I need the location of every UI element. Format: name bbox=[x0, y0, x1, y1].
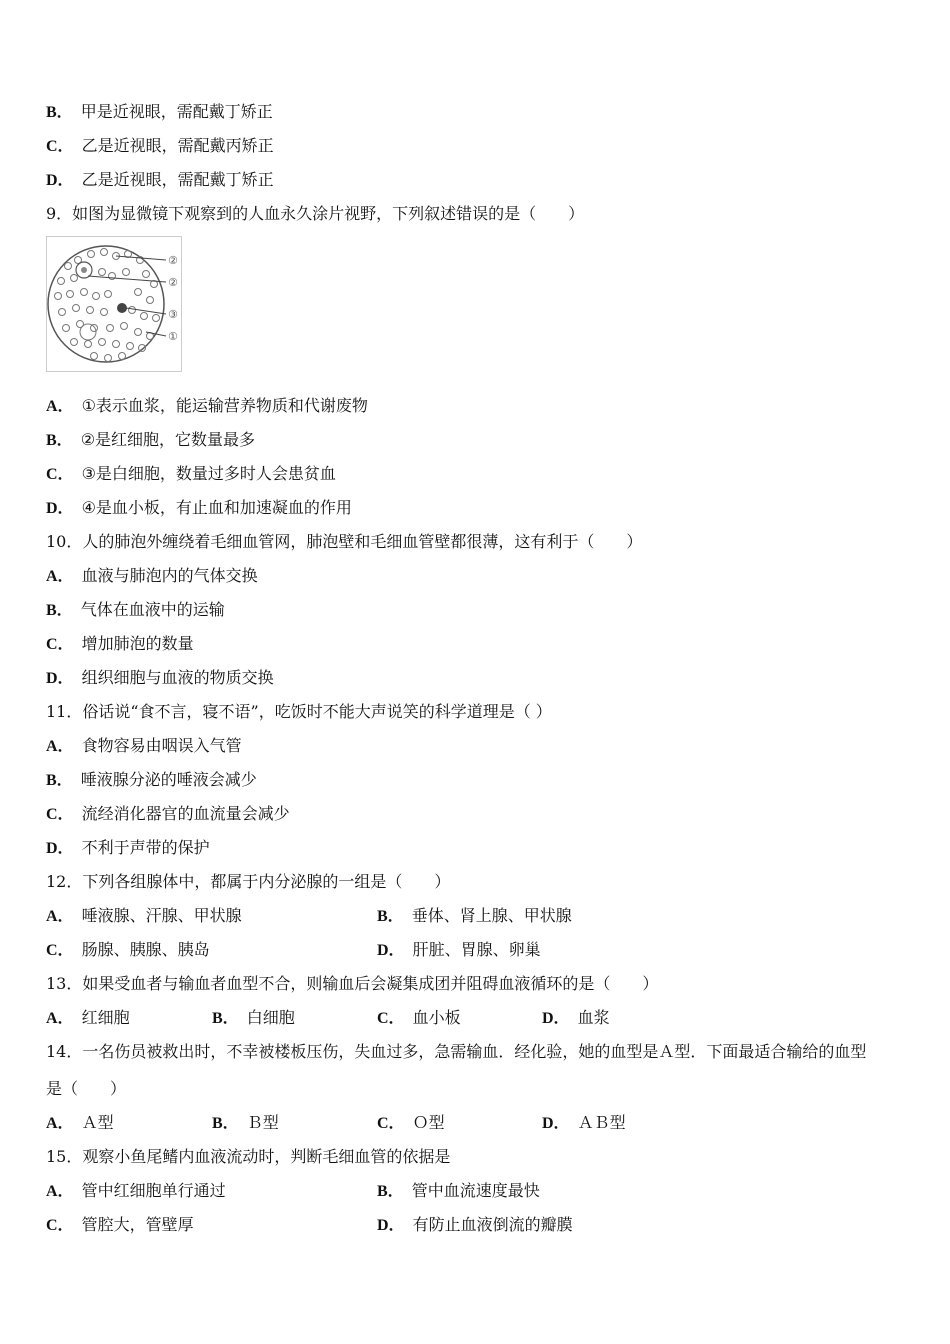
option-letter: D． bbox=[46, 500, 74, 517]
option-text: 血液与肺泡内的气体交换 bbox=[81, 566, 258, 585]
option-text: 垂体、肾上腺、甲状腺 bbox=[411, 906, 572, 925]
option-letter: B． bbox=[377, 1183, 404, 1200]
option-text: 唾液腺、汗腺、甲状腺 bbox=[81, 906, 242, 925]
q11-option-b bbox=[46, 770, 257, 791]
option-letter: C． bbox=[46, 806, 74, 823]
q12-stem: 12．下列各组腺体中，都属于内分泌腺的一组是（ ） bbox=[46, 872, 451, 891]
option-text: 有防止血液倒流的瓣膜 bbox=[412, 1215, 573, 1234]
option-text: 管中红细胞单行通过 bbox=[81, 1181, 226, 1200]
option-letter: D． bbox=[46, 840, 74, 857]
option-text: 甲是近视眼，需配戴丁矫正 bbox=[80, 102, 273, 121]
option-letter: A． bbox=[46, 1010, 74, 1027]
option-text: 乙是近视眼，需配戴丙矫正 bbox=[81, 136, 274, 155]
option-text: 白细胞 bbox=[246, 1008, 295, 1027]
option-letter: B． bbox=[377, 908, 404, 925]
option-letter: B． bbox=[46, 602, 73, 619]
option-letter: A． bbox=[46, 398, 74, 415]
q15-option-c bbox=[46, 1215, 194, 1236]
option-text: 血小板 bbox=[412, 1008, 461, 1027]
q13-option-a bbox=[46, 1008, 130, 1029]
option-letter: B． bbox=[212, 1115, 239, 1132]
q13-stem: 13．如果受血者与输血者血型不合，则输血后会凝集成团并阻碍血液循环的是（ ） bbox=[46, 974, 659, 993]
option-letter: A． bbox=[46, 1115, 74, 1132]
figure-label: ② bbox=[168, 276, 178, 289]
q12-option-d bbox=[377, 940, 541, 961]
q8-option-d bbox=[46, 170, 274, 191]
q9-option-d bbox=[46, 498, 352, 519]
q15-option-a bbox=[46, 1181, 226, 1202]
option-letter: C． bbox=[46, 1217, 74, 1234]
q15-stem: 15．观察小鱼尾鳍内血液流动时，判断毛细血管的依据是 bbox=[46, 1147, 451, 1166]
q12-option-a bbox=[46, 906, 242, 927]
q10-option-c bbox=[46, 634, 194, 655]
q14-stem-line2: 是（ ） bbox=[46, 1079, 127, 1098]
option-letter: C． bbox=[46, 466, 74, 483]
option-letter: C． bbox=[377, 1115, 405, 1132]
option-text: ②是红细胞，它数量最多 bbox=[80, 430, 256, 449]
option-letter: D． bbox=[46, 172, 74, 189]
q15-option-b bbox=[377, 1181, 540, 1202]
q9-option-a bbox=[46, 396, 368, 417]
option-text: 增加肺泡的数量 bbox=[81, 634, 194, 653]
option-letter: C． bbox=[46, 138, 74, 155]
q11-option-d bbox=[46, 838, 210, 859]
option-text: 气体在血液中的运输 bbox=[80, 600, 225, 619]
option-letter: B． bbox=[46, 104, 73, 121]
q14-option-a bbox=[46, 1113, 114, 1134]
option-text: Ａ型 bbox=[81, 1113, 114, 1132]
blood-smear-figure bbox=[46, 236, 182, 372]
q14-stem-line1: 14．一名伤员被救出时，不幸被楼板压伤，失血过多，急需输血．经化验，她的血型是Ａ型．下面最适合输给的血型 bbox=[46, 1042, 867, 1061]
option-text: 肠腺、胰腺、胰岛 bbox=[81, 940, 210, 959]
option-letter: A． bbox=[46, 908, 74, 925]
option-letter: A． bbox=[46, 1183, 74, 1200]
option-text: ③是白细胞，数量过多时人会患贫血 bbox=[81, 464, 336, 483]
q9-option-c bbox=[46, 464, 336, 485]
option-text: 管中血流速度最快 bbox=[411, 1181, 540, 1200]
figure-label: ① bbox=[168, 330, 178, 343]
q11-option-c bbox=[46, 804, 290, 825]
option-text: 组织细胞与血液的物质交换 bbox=[81, 668, 274, 687]
q8-option-c bbox=[46, 136, 274, 157]
q10-option-a bbox=[46, 566, 258, 587]
q14-option-d bbox=[542, 1113, 626, 1134]
option-letter: B． bbox=[212, 1010, 239, 1027]
option-letter: A． bbox=[46, 568, 74, 585]
figure-label: ② bbox=[168, 254, 178, 267]
q14-option-b bbox=[212, 1113, 279, 1134]
option-letter: B． bbox=[46, 432, 73, 449]
option-letter: D． bbox=[542, 1115, 570, 1132]
option-text: 肝脏、胃腺、卵巢 bbox=[412, 940, 541, 959]
option-letter: D． bbox=[46, 670, 74, 687]
q15-option-d bbox=[377, 1215, 573, 1236]
q10-option-b bbox=[46, 600, 225, 621]
q9-option-b bbox=[46, 430, 255, 451]
option-letter: D． bbox=[542, 1010, 570, 1027]
option-text: 流经消化器官的血流量会减少 bbox=[81, 804, 290, 823]
q13-option-d bbox=[542, 1008, 610, 1029]
option-text: 食物容易由咽误入气管 bbox=[81, 736, 242, 755]
option-letter: C． bbox=[377, 1010, 405, 1027]
option-letter: A． bbox=[46, 738, 74, 755]
option-text: ＡＢ型 bbox=[577, 1113, 626, 1132]
option-letter: D． bbox=[377, 1217, 405, 1234]
option-letter: B． bbox=[46, 772, 73, 789]
option-text: 乙是近视眼，需配戴丁矫正 bbox=[81, 170, 274, 189]
q10-option-d bbox=[46, 668, 274, 689]
option-letter: D． bbox=[377, 942, 405, 959]
q9-stem: 9．如图为显微镜下观察到的人血永久涂片视野，下列叙述错误的是（ ） bbox=[46, 204, 585, 223]
q13-option-c bbox=[377, 1008, 461, 1029]
option-text: Ｏ型 bbox=[412, 1113, 445, 1132]
q13-option-b bbox=[212, 1008, 295, 1029]
option-letter: C． bbox=[46, 942, 74, 959]
option-text: 红细胞 bbox=[81, 1008, 130, 1027]
option-text: 血浆 bbox=[577, 1008, 610, 1027]
option-text: 唾液腺分泌的唾液会减少 bbox=[80, 770, 257, 789]
option-text: Ｂ型 bbox=[246, 1113, 279, 1132]
option-text: ④是血小板，有止血和加速凝血的作用 bbox=[81, 498, 352, 517]
option-text: 管腔大，管壁厚 bbox=[81, 1215, 194, 1234]
q14-option-c bbox=[377, 1113, 445, 1134]
q8-option-b bbox=[46, 102, 273, 123]
option-text: 不利于声带的保护 bbox=[81, 838, 210, 857]
option-letter: C． bbox=[46, 636, 74, 653]
q12-option-c bbox=[46, 940, 210, 961]
q11-option-a bbox=[46, 736, 242, 757]
q12-option-b bbox=[377, 906, 572, 927]
option-text: ①表示血浆，能运输营养物质和代谢废物 bbox=[81, 396, 368, 415]
q11-stem: 11．俗话说“食不言，寝不语”，吃饭时不能大声说笑的科学道理是（ ） bbox=[46, 702, 552, 721]
q10-stem: 10．人的肺泡外缠绕着毛细血管网，肺泡壁和毛细血管壁都很薄，这有利于（ ） bbox=[46, 532, 643, 551]
figure-label: ③ bbox=[168, 308, 178, 321]
